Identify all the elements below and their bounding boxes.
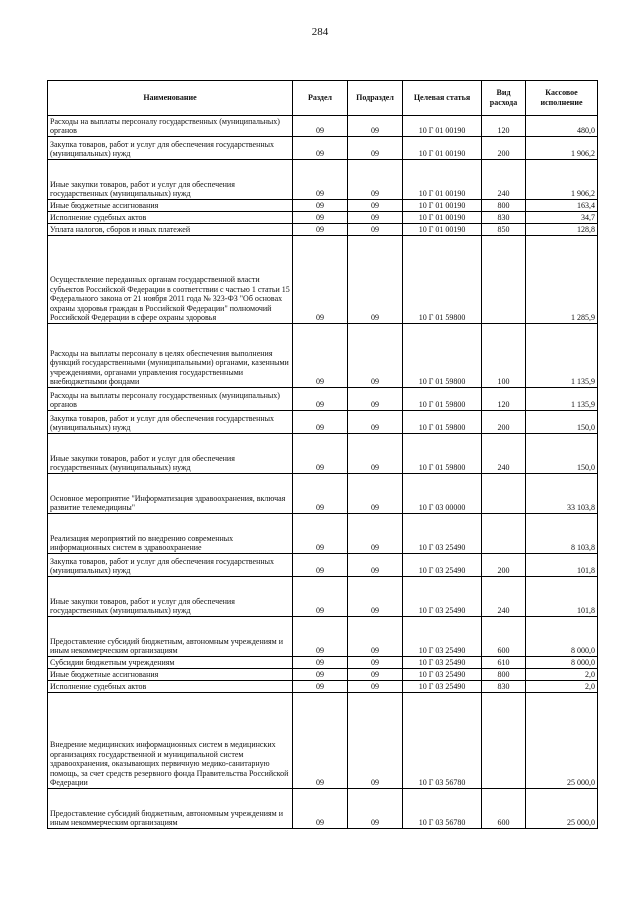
row-amount: 1 906,2 — [526, 160, 598, 200]
table-row — [48, 212, 598, 224]
row-type: 800 — [482, 669, 526, 681]
row-type — [482, 236, 526, 324]
row-target: 10 Г 01 59800 — [403, 411, 482, 434]
row-amount: 25 000,0 — [526, 789, 598, 829]
row-subsection: 09 — [348, 212, 403, 224]
row-section: 09 — [293, 411, 348, 434]
row-type: 850 — [482, 224, 526, 236]
row-name: Осуществление переданных органам государственной власти субъектов Российской Федерации в соответствии с частью 1 статьи 15 Федерального закона от 21 ноября 2011 года № 323-ФЗ "Об основах охраны здоровья граждан в Российской Федерации" полномочий Российской Федерации в сфере охраны здоровья — [48, 236, 293, 324]
table-row — [48, 224, 598, 236]
row-name: Исполнение судебных актов — [48, 681, 293, 693]
header-section: Раздел — [293, 81, 348, 116]
row-type: 800 — [482, 200, 526, 212]
row-amount: 480,0 — [526, 116, 598, 137]
row-amount: 101,8 — [526, 554, 598, 577]
row-target: 10 Г 01 59800 — [403, 236, 482, 324]
row-section: 09 — [293, 137, 348, 160]
table-row — [48, 514, 598, 554]
row-section: 09 — [293, 693, 348, 789]
row-amount: 2,0 — [526, 681, 598, 693]
row-name: Уплата налогов, сборов и иных платежей — [48, 224, 293, 236]
row-subsection: 09 — [348, 617, 403, 657]
table-row — [48, 200, 598, 212]
table-row — [48, 434, 598, 474]
row-section: 09 — [293, 224, 348, 236]
row-type: 240 — [482, 434, 526, 474]
row-amount: 1 135,9 — [526, 388, 598, 411]
row-type: 830 — [482, 212, 526, 224]
row-target: 10 Г 03 25490 — [403, 669, 482, 681]
row-subsection: 09 — [348, 324, 403, 388]
row-subsection: 09 — [348, 514, 403, 554]
table-header-row — [48, 81, 598, 116]
row-name: Расходы на выплаты персоналу государственных (муниципальных) органов — [48, 116, 293, 137]
row-name: Предоставление субсидий бюджетным, автономным учреждениям и иным некоммерческим организациям — [48, 789, 293, 829]
row-subsection: 09 — [348, 224, 403, 236]
header-expense-type: Вид расхода — [482, 81, 526, 116]
row-name: Закупка товаров, работ и услуг для обеспечения государственных (муниципальных) нужд — [48, 137, 293, 160]
header-cash-execution: Кассовое исполнение — [526, 81, 598, 116]
row-name: Иные закупки товаров, работ и услуг для обеспечения государственных (муниципальных) нужд — [48, 577, 293, 617]
table-row — [48, 160, 598, 200]
row-amount: 128,8 — [526, 224, 598, 236]
row-section: 09 — [293, 577, 348, 617]
row-name: Основное мероприятие "Информатизация здравоохранения, включая развитие телемедицины" — [48, 474, 293, 514]
row-target: 10 Г 03 56780 — [403, 789, 482, 829]
row-section: 09 — [293, 474, 348, 514]
row-type: 600 — [482, 617, 526, 657]
row-subsection: 09 — [348, 669, 403, 681]
row-subsection: 09 — [348, 137, 403, 160]
row-target: 10 Г 03 56780 — [403, 693, 482, 789]
table-row — [48, 789, 598, 829]
row-target: 10 Г 01 00190 — [403, 200, 482, 212]
row-section: 09 — [293, 434, 348, 474]
row-section: 09 — [293, 657, 348, 669]
row-name: Иные закупки товаров, работ и услуг для обеспечения государственных (муниципальных) нужд — [48, 434, 293, 474]
row-type: 200 — [482, 411, 526, 434]
row-target: 10 Г 01 00190 — [403, 212, 482, 224]
row-type: 600 — [482, 789, 526, 829]
row-type: 200 — [482, 137, 526, 160]
row-amount: 8 103,8 — [526, 514, 598, 554]
row-subsection: 09 — [348, 681, 403, 693]
row-type: 200 — [482, 554, 526, 577]
row-amount: 2,0 — [526, 669, 598, 681]
row-subsection: 09 — [348, 200, 403, 212]
row-subsection: 09 — [348, 554, 403, 577]
row-name: Реализация мероприятий по внедрению современных информационных систем в здравоохранение — [48, 514, 293, 554]
row-type — [482, 693, 526, 789]
row-target: 10 Г 03 25490 — [403, 577, 482, 617]
row-subsection: 09 — [348, 577, 403, 617]
row-subsection: 09 — [348, 160, 403, 200]
budget-table — [47, 80, 598, 829]
table-row — [48, 681, 598, 693]
row-name: Иные бюджетные ассигнования — [48, 669, 293, 681]
row-subsection: 09 — [348, 434, 403, 474]
row-target: 10 Г 01 00190 — [403, 160, 482, 200]
table-row — [48, 617, 598, 657]
row-section: 09 — [293, 789, 348, 829]
row-amount: 101,8 — [526, 577, 598, 617]
row-target: 10 Г 03 25490 — [403, 554, 482, 577]
row-type: 610 — [482, 657, 526, 669]
row-target: 10 Г 03 25490 — [403, 514, 482, 554]
row-type — [482, 474, 526, 514]
row-type: 830 — [482, 681, 526, 693]
row-section: 09 — [293, 212, 348, 224]
row-name: Расходы на выплаты персоналу государственных (муниципальных) органов — [48, 388, 293, 411]
row-section: 09 — [293, 514, 348, 554]
row-amount: 8 000,0 — [526, 657, 598, 669]
row-type — [482, 514, 526, 554]
row-section: 09 — [293, 324, 348, 388]
row-name: Расходы на выплаты персоналу в целях обеспечения выполнения функций государственными (муниципальными) органами, казенными учреждениями, органами управления государственными внебюджетными фондами — [48, 324, 293, 388]
table-row — [48, 693, 598, 789]
table-row — [48, 554, 598, 577]
row-subsection: 09 — [348, 693, 403, 789]
row-name: Иные бюджетные ассигнования — [48, 200, 293, 212]
table-row — [48, 474, 598, 514]
table-row — [48, 577, 598, 617]
row-section: 09 — [293, 236, 348, 324]
row-name: Закупка товаров, работ и услуг для обеспечения государственных (муниципальных) нужд — [48, 554, 293, 577]
row-amount: 150,0 — [526, 434, 598, 474]
row-subsection: 09 — [348, 116, 403, 137]
row-amount: 33 103,8 — [526, 474, 598, 514]
row-subsection: 09 — [348, 789, 403, 829]
row-section: 09 — [293, 200, 348, 212]
row-subsection: 09 — [348, 388, 403, 411]
header-name: Наименование — [48, 81, 293, 116]
row-type: 100 — [482, 324, 526, 388]
row-section: 09 — [293, 388, 348, 411]
row-subsection: 09 — [348, 474, 403, 514]
header-target-article: Целевая статья — [403, 81, 482, 116]
row-target: 10 Г 01 00190 — [403, 137, 482, 160]
row-target: 10 Г 01 00190 — [403, 224, 482, 236]
table-row — [48, 669, 598, 681]
row-section: 09 — [293, 669, 348, 681]
row-type: 240 — [482, 577, 526, 617]
row-amount: 1 135,9 — [526, 324, 598, 388]
row-type: 120 — [482, 116, 526, 137]
header-subsection: Подраздел — [348, 81, 403, 116]
row-type: 120 — [482, 388, 526, 411]
table-row — [48, 657, 598, 669]
row-amount: 163,4 — [526, 200, 598, 212]
row-name: Иные закупки товаров, работ и услуг для обеспечения государственных (муниципальных) нужд — [48, 160, 293, 200]
table-row — [48, 137, 598, 160]
page-number: 284 — [311, 26, 329, 38]
table-row — [48, 116, 598, 137]
row-target: 10 Г 01 59800 — [403, 434, 482, 474]
table-row — [48, 324, 598, 388]
row-subsection: 09 — [348, 657, 403, 669]
row-amount: 1 285,9 — [526, 236, 598, 324]
row-target: 10 Г 03 25490 — [403, 681, 482, 693]
row-section: 09 — [293, 617, 348, 657]
row-name: Предоставление субсидий бюджетным, автономным учреждениям и иным некоммерческим организациям — [48, 617, 293, 657]
row-subsection: 09 — [348, 411, 403, 434]
row-target: 10 Г 01 59800 — [403, 388, 482, 411]
row-subsection: 09 — [348, 236, 403, 324]
table-row — [48, 411, 598, 434]
row-name: Закупка товаров, работ и услуг для обеспечения государственных (муниципальных) нужд — [48, 411, 293, 434]
table-row — [48, 236, 598, 324]
row-target: 10 Г 01 59800 — [403, 324, 482, 388]
row-name: Исполнение судебных актов — [48, 212, 293, 224]
row-type: 240 — [482, 160, 526, 200]
row-amount: 25 000,0 — [526, 693, 598, 789]
row-section: 09 — [293, 116, 348, 137]
row-section: 09 — [293, 160, 348, 200]
row-amount: 34,7 — [526, 212, 598, 224]
row-amount: 1 906,2 — [526, 137, 598, 160]
row-amount: 8 000,0 — [526, 617, 598, 657]
table-row — [48, 388, 598, 411]
row-target: 10 Г 01 00190 — [403, 116, 482, 137]
row-name: Субсидии бюджетным учреждениям — [48, 657, 293, 669]
row-target: 10 Г 03 25490 — [403, 657, 482, 669]
row-section: 09 — [293, 554, 348, 577]
row-target: 10 Г 03 00000 — [403, 474, 482, 514]
row-amount: 150,0 — [526, 411, 598, 434]
row-target: 10 Г 03 25490 — [403, 617, 482, 657]
row-name: Внедрение медицинских информационных систем в медицинских организациях государственной и муниципальной систем здравоохранения, оказывающих первичную медико-санитарную помощь, за счет средств резервного фонда Правительства Российской Федерации — [48, 693, 293, 789]
row-section: 09 — [293, 681, 348, 693]
